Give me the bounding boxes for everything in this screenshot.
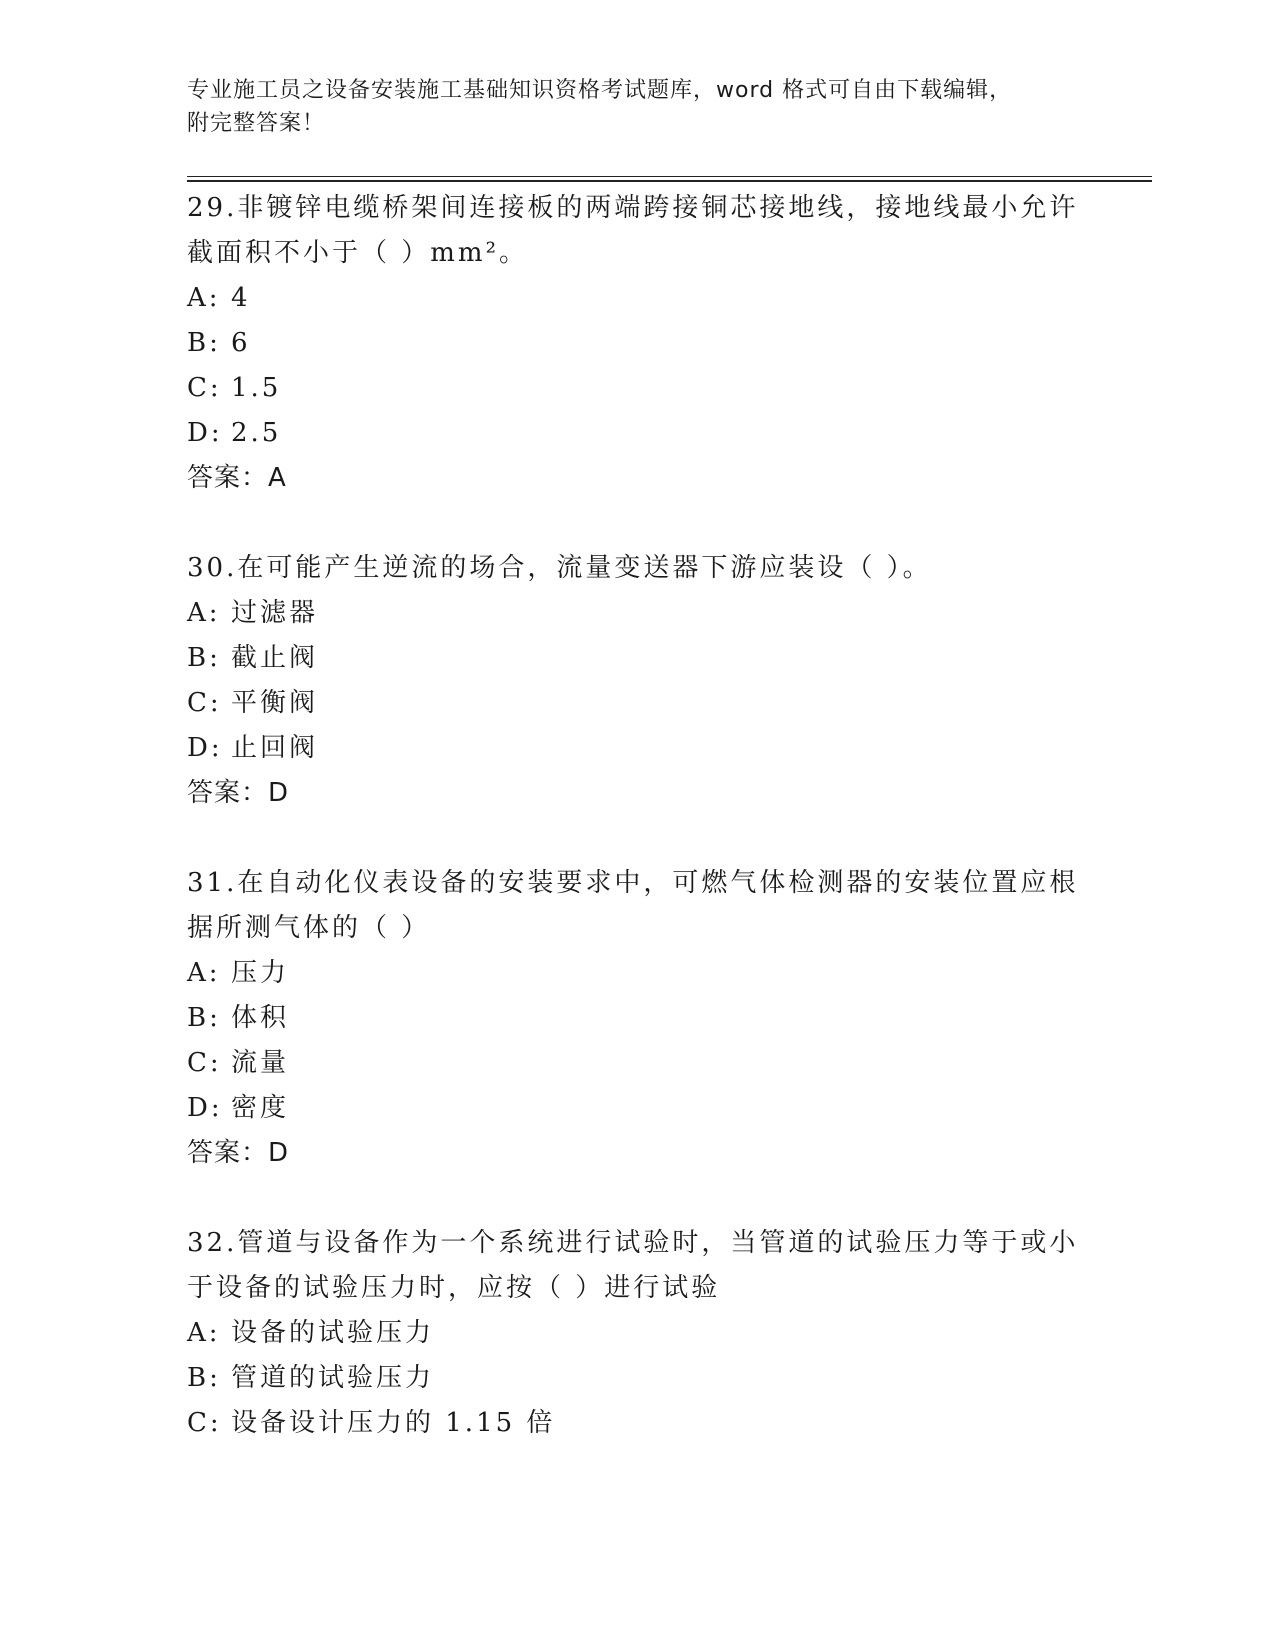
question-stem-line: 31.在自动化仪表设备的安装要求中，可燃气体检测器的安装位置应根 <box>187 868 1079 898</box>
option-d <box>187 726 1087 771</box>
option-c <box>187 1401 1087 1446</box>
answer-label: 答案： <box>187 778 269 808</box>
option-letter: B: <box>187 328 221 358</box>
option-letter: B: <box>187 643 221 673</box>
option-letter: D: <box>187 418 223 448</box>
option-text: 2.5 <box>231 418 282 448</box>
option-text: 截止阀 <box>231 643 319 673</box>
answer-value: D <box>268 778 290 808</box>
option-text: 设备设计压力的 1.15 倍 <box>231 1408 556 1438</box>
option-text: 止回阀 <box>231 733 319 763</box>
option-text: 压力 <box>231 958 290 988</box>
option-d <box>187 1086 1087 1131</box>
question-list <box>187 186 1087 1491</box>
option-a <box>187 1311 1087 1356</box>
question-stem-line: 30.在可能产生逆流的场合，流量变送器下游应装设（ ）。 <box>187 553 932 583</box>
option-text: 流量 <box>231 1048 290 1078</box>
option-letter: C: <box>187 688 222 718</box>
answer-line <box>187 771 1087 816</box>
header-line-2: 附完整答案！ <box>187 111 326 136</box>
option-letter: C: <box>187 1408 222 1438</box>
option-a <box>187 276 1087 321</box>
option-b <box>187 321 1087 366</box>
option-text: 6 <box>231 328 251 358</box>
option-text: 设备的试验压力 <box>231 1318 435 1348</box>
option-c <box>187 366 1087 411</box>
option-a <box>187 951 1087 996</box>
question-stem-line: 截面积不小于（ ）mm²。 <box>187 238 528 268</box>
option-text: 4 <box>231 283 251 313</box>
option-text: 密度 <box>231 1093 290 1123</box>
header-line-1: 专业施工员之设备安装施工基础知识资格考试题库，word 格式可自由下载编辑， <box>187 78 1013 103</box>
question-stem-line: 29.非镀锌电缆桥架间连接板的两端跨接铜芯接地线，接地线最小允许 <box>187 193 1079 223</box>
answer-value: D <box>268 1138 290 1168</box>
answer-label: 答案： <box>187 1138 269 1168</box>
answer-value: A <box>268 463 287 493</box>
question-31 <box>187 861 1087 1176</box>
option-letter: C: <box>187 373 222 403</box>
document-header <box>187 74 1067 140</box>
option-b <box>187 996 1087 1041</box>
answer-line <box>187 456 1087 501</box>
option-text: 体积 <box>231 1003 290 1033</box>
option-letter: D: <box>187 733 223 763</box>
option-letter: B: <box>187 1363 221 1393</box>
question-stem-line: 32.管道与设备作为一个系统进行试验时，当管道的试验压力等于或小 <box>187 1228 1079 1258</box>
question-30 <box>187 546 1087 816</box>
question-29 <box>187 186 1087 501</box>
option-text: 过滤器 <box>231 598 319 628</box>
header-divider-thin <box>187 176 1152 177</box>
question-32 <box>187 1221 1087 1446</box>
option-a <box>187 591 1087 636</box>
option-c <box>187 1041 1087 1086</box>
option-letter: A: <box>187 1318 221 1348</box>
option-b <box>187 636 1087 681</box>
option-letter: A: <box>187 283 221 313</box>
option-d <box>187 411 1087 456</box>
option-text: 管道的试验压力 <box>231 1363 435 1393</box>
option-letter: B: <box>187 1003 221 1033</box>
option-letter: D: <box>187 1093 223 1123</box>
question-stem-line: 于设备的试验压力时，应按（ ）进行试验 <box>187 1273 721 1303</box>
option-b <box>187 1356 1087 1401</box>
answer-line <box>187 1131 1087 1176</box>
option-c <box>187 681 1087 726</box>
answer-label: 答案： <box>187 463 269 493</box>
question-stem-line: 据所测气体的（ ） <box>187 913 431 943</box>
option-letter: A: <box>187 598 221 628</box>
option-letter: C: <box>187 1048 222 1078</box>
header-divider-thick <box>187 180 1152 182</box>
option-text: 1.5 <box>231 373 282 403</box>
option-text: 平衡阀 <box>231 688 319 718</box>
option-letter: A: <box>187 958 221 988</box>
